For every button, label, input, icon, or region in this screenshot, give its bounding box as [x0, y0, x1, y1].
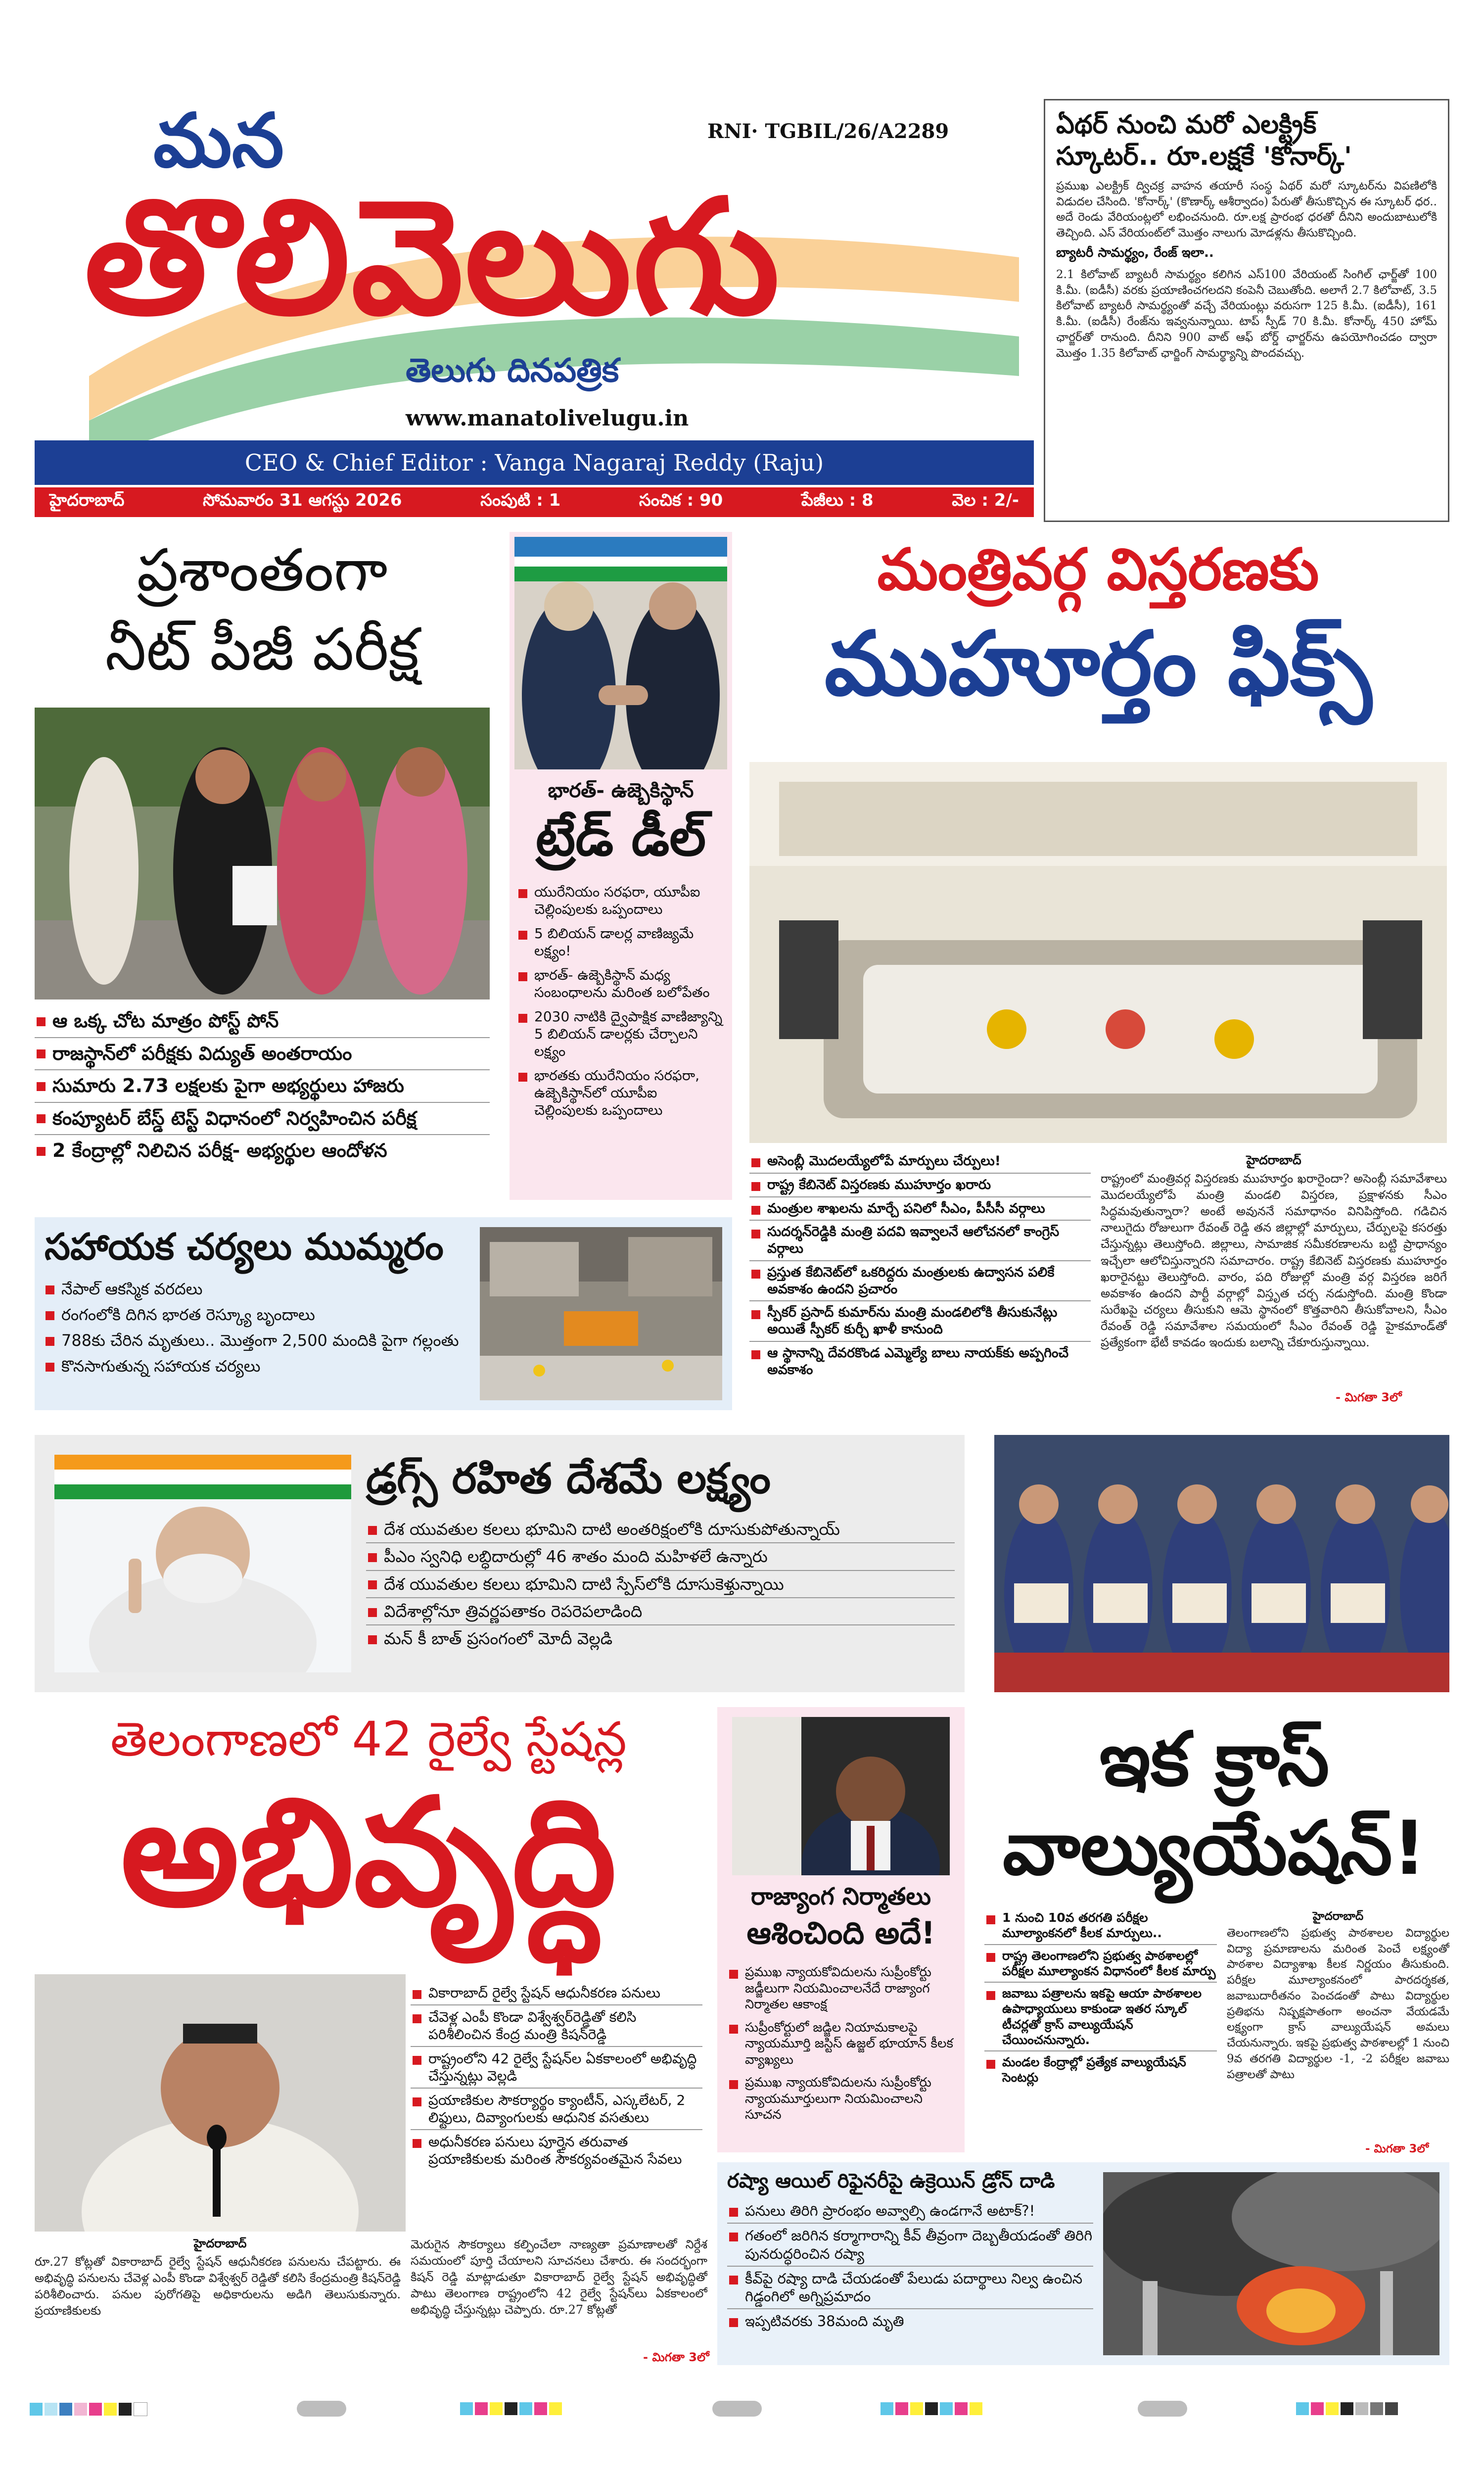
dateline-issue: సంచిక : 90: [639, 490, 723, 510]
grace-bullet: మండల కేంద్రాల్లో ప్రత్యేక వాల్యుయేషన్ సెంటర్లు: [984, 2054, 1217, 2086]
ev-headline-1: ఏథర్ నుంచి మరో ఎలక్ట్రిక్: [1056, 110, 1317, 140]
grace-body-text: తెలంగాణలోని ప్రభుత్వ పాఠశాలల విద్యార్థుల విద్యా ప్రమాణాలను మరింత పెంచే లక్ష్యంతో పాఠశాల విద్యాశాఖ కీలక నిర్ణయం తీసుకుంది. పరీక్షల మూల్యాంకనంలో పారదర్శకత, జవాబుదారీతనం పెంచడంతో పాటు విద్యార్థుల ప్రతిభను నిష్పక్షపాతంగా అంచనా వేయడమే లక్ష్యంగా క్రాస్ వాల్యుయేషన్ అమలు చేయనున్నారు. ఇకపై ప్రభుత్వ పాఠశాలల్లో 1 నుంచి 9వ తరగతి విద్యార్థుల -1, -2 పరీక్షల జవాబు పత్రాలతో పాటు: [1227, 1927, 1449, 2081]
color-bar: [881, 2402, 984, 2415]
cabinet-meeting-photo: [749, 762, 1447, 1143]
dateline-date: సోమవారం 31 ఆగస్టు 2026: [202, 490, 402, 510]
rescue-bullet: కొనసాగుతున్న సహాయక చర్యలు: [44, 1356, 479, 1376]
neet-headline-1: ప్రశాంతంగా: [137, 536, 388, 604]
dateline-pages: పేజీలు : 8: [801, 490, 874, 510]
constitution-headline-1: రాజ్యాంగ నిర్మాతలు: [751, 1883, 931, 1910]
dateline-city: హైదరాబాద్: [49, 490, 125, 510]
grace-bullet: 1 నుంచి 10వ తరగతి పరీక్షల మూల్యాంకనలో కీలక మార్పులు..: [984, 1910, 1217, 1945]
justice-photo: [732, 1717, 950, 1875]
rescue-bullet: రంగంలోకి దిగిన భారత రెస్క్యూ బృందాలు: [44, 1305, 479, 1325]
drugs-bullet: పీఎం స్వనిధి లబ్ధిదారుల్లో 46 శాతం మంది మహిళలే ఉన్నారు: [366, 1546, 955, 1570]
railway-bullets: [411, 1984, 702, 2168]
rescue-box: [35, 1217, 732, 1410]
editor-name: CEO & Chief Editor : Vanga Nagaraj Reddy (Raju): [244, 449, 824, 476]
constitution-bullet: ప్రముఖ న్యాయకోవిదులను సుప్రీంకోర్టు జడ్జీలుగా నియమించాలనేదే రాజ్యాంగ నిర్మాతల ఆకాంక్ష: [727, 1964, 955, 2013]
neet-bullets: [35, 1009, 490, 1163]
rescue-bullet: నేపాల్ ఆకస్మిక వరదలు: [44, 1279, 479, 1299]
cabinet-headline-1: మంత్రివర్గ విస్తరణకు: [877, 536, 1319, 603]
cabinet-bullet: ప్రస్తుత కేబినెట్‌లో ఒకరిద్దరు మంత్రులకు ఉద్వాసన పలికే అవకాశం ఉందని ప్రచారం: [749, 1264, 1091, 1302]
students-photo: [994, 1435, 1449, 1692]
trade-bullet: యురేనియం సరఫరా, యూపీఐ చెల్లింపులకు ఒప్పందాలు: [516, 883, 724, 918]
railway-bullet: ప్రయాణికుల సౌకర్యార్థం క్యాంటీన్, ఎస్కలేటర్, 2 లిఫ్టులు, దివ్యాంగులకు ఆధునిక వసతులు: [411, 2092, 702, 2130]
crosshair-icon: [712, 2401, 762, 2417]
trade-bullet: భారత్- ఉజ్బెకిస్థాన్ మధ్య సంబంధాలను మరింత బలోపేతం: [516, 966, 724, 1001]
russia-headline: రష్యా ఆయిల్ రిఫైనరీపై ఉక్రెయిన్ డ్రోన్ దాడి: [727, 2170, 1055, 2192]
masthead-title: తొలివెలుగు: [84, 166, 781, 350]
railway-headline-2: అభివృద్ధి: [120, 1766, 617, 1939]
trade-bullet: 5 బిలియన్ డాలర్ల వాణిజ్యమే లక్ష్యం!: [516, 925, 724, 959]
grace-headline-1: ఇక క్రాస్: [1099, 1716, 1330, 1803]
neet-bullet: కంప్యూటర్ బేస్డ్ టెస్ట్ విధానంలో నిర్వహించిన పరీక్ష: [35, 1107, 490, 1136]
drugs-box: [35, 1435, 965, 1692]
grace-bullet: జవాబు పత్రాలను ఇకపై ఆయా పాఠశాలల ఉపాధ్యాయులు కాకుండా ఇతర స్కూల్ టీచర్లతో క్రాస్ వాల్యుయేషన్ చేయించనున్నారు.: [984, 1986, 1217, 2051]
trade-bullet: భారతకు యురేనియం సరఫరా, ఉజ్బెకిస్థాన్‌లో యూపీఐ చెల్లింపులకు ఒప్పందాలు: [516, 1067, 724, 1119]
trade-deal-box: [510, 532, 732, 1200]
grace-bullet: రాష్ట్ర తెలంగాణలోని ప్రభుత్వ పాఠశాలల్లో పరీక్షల మూల్యాంకన విధానంలో కీలక మార్పు: [984, 1948, 1217, 1983]
constitution-bullet: ప్రముఖ న్యాయకోవిదులను సుప్రీంకోర్టు న్యాయమూర్తులుగా నియమించాలని సూచన: [727, 2075, 955, 2123]
drugs-bullets: [366, 1519, 955, 1649]
trade-bullets: [516, 883, 724, 1119]
trade-headline: ట్రేడ్ డీల్: [535, 807, 706, 867]
ev-para-1: ప్రముఖ ఎలక్ట్రిక్ ద్విచక్ర వాహన తయారీ సంస్థ ఏథర్ మరో స్కూటర్‌ను విపణిలోకి విడుదల చేసింది. 'కోనార్క్' (కొణార్క్ ఆశీర్వాదం) పేరుతో తీసుకొచ్చిన ఈ స్కూటర్ ధర.. అదే రెండు వేరియంట్లలో లభించనుంది. రూ.లక్ష ప్రారంభ ధరతో దీనిని అందుబాటులోకి తెచ్చింది. ఎస్ వేరియంట్‌లో మొత్తం నాలుగు మోడళ్లను తీసుకొచ్చింది.: [1056, 179, 1437, 240]
color-bar: [460, 2402, 564, 2415]
railway-body-2: మెరుగైన సౌకర్యాలు కల్పించేలా నాణ్యతా ప్రమాణాలతో నిర్దేశ సమయంలో పూర్తి చేయాలని సూచనలు చేశారు. ఈ సందర్భంగా కిషన్ రెడ్డి మాట్లాడుతూ వికారాబాద్ రైల్వే స్టేషన్ అభివృద్ధితో పాటు తెలంగాణ రాష్ట్రంలోని 42 రైల్వే స్టేషన్‌లు ఏకకాలంలో అభివృద్ధి చేస్తున్నట్లు చెప్పారు. రూ.27 కోట్లతో: [411, 2237, 707, 2317]
crosshair-icon: [297, 2401, 346, 2417]
grace-body: [1227, 1910, 1449, 2147]
masthead-tagline: తెలుగు దినపత్రిక: [406, 351, 619, 389]
neet-photo: [35, 708, 490, 999]
cabinet-jump: - మిగతా 3లో: [1336, 1390, 1402, 1404]
railway-bullet: రాష్ట్రంలోని 42 రైల్వే స్టేషన్‌ల ఏకకాలంలో అభివృద్ధి చేస్తున్నట్లు వెల్లడి: [411, 2050, 702, 2089]
ev-para-2: 2.1 కిలోవాట్ బ్యాటరీ సామర్థ్యం కలిగిన ఎస్100 వేరియంట్ సింగిల్ ఛార్జ్‌తో 100 కి.మీ. (ఐడీసీ) వరకు ప్రయాణించగలదని కంపెనీ చెబుతోంది. అలాగే 2.7 కిలోవాట్, 3.5 కిలోవాట్ బ్యాటరీ సామర్థ్యంతో వచ్చే వేరియంట్లు వరుసగా 125 కి.మీ. (ఐడీసీ), 161 కి.మీ. (ఐడీసీ) రేంజ్‌ను ఇవ్వనున్నాయి. టాప్ స్పీడ్ 70 కి.మీ. కోనార్క్ 450 హోమ్ ఛార్జర్‌తో రానుంది. దీనిని 900 వాట్ ఆఫ్ బోర్డ్ ఛార్జర్‌ను ఉపయోగించడం ద్వారా మొత్తం 1.35 కిలోవాట్ ఛార్జింగ్ సామర్థ్యాన్ని పొందవచ్చు.: [1056, 268, 1437, 360]
cabinet-bullet: స్పీకర్ ప్రసాద్ కుమార్‌ను మంత్రి మండలిలోకి తీసుకునేట్లు అయితే స్పీకర్ కుర్చీ ఖాళీ కానుంది: [749, 1304, 1091, 1342]
trade-kicker: భారత్- ఉజ్బెకిస్థాన్: [548, 779, 694, 802]
drugs-bullet: దేశ యువతుల కలలు భూమిని దాటి అంతరిక్షంలోకి దూసుకుపోతున్నాయ్: [366, 1519, 955, 1543]
cabinet-dateline: హైదరాబాద్: [1246, 1153, 1301, 1167]
website-url[interactable]: www.manatolivelugu.in: [406, 406, 689, 431]
grace-bullets: [984, 1910, 1217, 2086]
cabinet-bullets: [749, 1153, 1091, 1378]
constitution-bullet: సుప్రీంకోర్టులో జడ్జిల నియామకాలపై న్యాయమూర్తి జస్టిస్ ఉజ్జల్ భూయాన్ కీలక వ్యాఖ్యలు: [727, 2020, 955, 2068]
ev-subhead: బ్యాటరీ సామర్థ్యం, రేంజ్ ఇలా..: [1056, 245, 1214, 260]
cabinet-bullet: రాష్ట్ర కేబినెట్ విస్తరణకు ముహూర్తం ఖరారు: [749, 1177, 1091, 1197]
editor-bar: [35, 440, 1034, 485]
drugs-bullet: విదేశాల్లోనూ త్రివర్ణపతాకం రెపరెపలాడింది: [366, 1601, 955, 1625]
dateline-volume: సంపుటి : 1: [480, 490, 561, 510]
drugs-headline: డ్రగ్స్ రహిత దేశమే లక్ష్యం: [366, 1454, 771, 1503]
railway-body-1: రూ.27 కోట్లతో వికారాబాద్ రైల్వే స్టేషన్ ఆధునీకరణ పనులను చేపట్టారు. ఈ అభివృద్ధి పనులను చేవెళ్ల ఎంపీ కొండా విశ్వేశ్వర్ రెడ్డితో కలిసి కేంద్రమంత్రి కిషన్‌రెడ్డి పరిశీలించారు. పనుల పురోగతిపై అధికారులను అడిగి తెలుసుకున్నారు. ప్రయాణికులకు: [35, 2255, 401, 2318]
trade-bullet: 2030 నాటికి ద్వైపాక్షిక వాణిజ్యాన్ని 5 బిలియన్ డాలర్లకు చేర్చాలని లక్ష్యం: [516, 1008, 724, 1060]
dateline-bar: [35, 487, 1034, 517]
neet-bullet: 2 కేంద్రాల్లో నిలిచిన పరీక్ష- అభ్యర్థుల ఆందోళన: [35, 1139, 490, 1163]
railway-headline-1: తెలంగాణలో 42 రైల్వే స్టేషన్ల: [110, 1712, 627, 1767]
drugs-bullet: మన్ కీ బాత్ ప్రసంగంలో మోదీ వెల్లడి: [366, 1628, 955, 1649]
rni-number: RNI· TGBIL/26/A2289: [707, 120, 949, 143]
grace-dateline: హైదరాబాద్: [1312, 1910, 1364, 1923]
neet-bullet: రాజస్థాన్‌లో పరీక్షకు విద్యుత్ అంతరాయం: [35, 1042, 490, 1071]
grace-jump: - మిగతా 3లో: [1365, 2142, 1429, 2155]
rescue-bullets: [44, 1279, 479, 1376]
railway-jump: - మిగతా 3లో: [643, 2350, 709, 2364]
dateline-price: వెల : 2/-: [952, 490, 1019, 510]
masthead-prefix: మన: [153, 98, 284, 184]
color-bar: [30, 2402, 149, 2416]
cabinet-body-text: రాష్ట్రంలో మంత్రివర్గ విస్తరణకు ముహూర్తం ఖరారైందా? అసెంబ్లీ సమావేశాలు మొదలయ్యేలోపే మంత్రి మండలి విస్తరణ, ప్రక్షాళనకు సీఎం సిద్ధమవుతున్నారా? అంటే అవుననే సమాధానం వినిపిస్తోంది. గడిచిన నాలుగైదు రోజులుగా రేవంత్ రెడ్డి తన జిల్లాల్లో మార్పులు, చేర్పులపై కసరత్తు చేస్తున్నట్లు తెలుస్తోంది. జిల్లాలు, సామాజిక సమీకరణాలను బట్టి ప్రాధాన్యం ఇచ్చేలా ఆలోచిస్తున్నారని సమాచారం. రాష్ట్ర కేబినెట్ విస్తరణకు ముహూర్తం ఖరారైనట్టు తెలుస్తోంది. వారం, పది రోజుల్లో మంత్రి వర్గ విస్తరణ జరిగే అవకాశం ఉందని పార్టీ వర్గాల్లో విస్తృత చర్చ నడుస్తోంది. మంత్రి కొండా సురేఖపై చర్యలు తీసుకుని ఆమె స్థానంలో కొత్తవారిని తీసుకోవాలని, సీఎం రేవంత్ రెడ్డి సమావేశాల సమయంలో సీఎం రేవంత్ రెడ్డి హైకమాండ్‌తో ప్రత్యేకంగా భేటీ కావడం ఇందుకు బలాన్ని చేకూరుస్తున్నాయి.: [1101, 1172, 1447, 1350]
cabinet-bullet: సుదర్శన్‌రెడ్డికి మంత్రి పదవి ఇవ్వాలనే ఆలోచనలో కాంగ్రెస్ వర్గాలు: [749, 1224, 1091, 1261]
neet-bullet: ఆ ఒక్క చోట మాత్రం పోస్ట్ పోన్: [35, 1009, 490, 1038]
cabinet-bullet: అసెంబ్లీ మొదలయ్యేలోపే మార్పులు చేర్పులు!: [749, 1153, 1091, 1174]
constitution-headline-2: ఆశించింది అదే!: [746, 1915, 935, 1951]
russia-box: [717, 2162, 1449, 2365]
cabinet-bullet: మంత్రుల శాఖలను మార్చే పనిలో సీఎం, పీసీసీ వర్గాలు: [749, 1200, 1091, 1221]
ev-story-box: [1044, 99, 1449, 522]
rescue-photo: [480, 1227, 722, 1400]
russia-bullet: ఇప్పటివరకు 38మంది మృతి: [727, 2312, 1093, 2330]
grace-headline-2: వాల్యుయేషన్!: [1002, 1806, 1427, 1892]
refinery-fire-photo: [1103, 2172, 1439, 2355]
kishan-reddy-photo: [35, 1974, 406, 2232]
russia-bullets: [727, 2202, 1093, 2331]
russia-bullet: పనులు తిరిగి ప్రారంభం అవ్వాల్సి ఉండగానే అటాక్?!: [727, 2202, 1093, 2224]
rescue-bullet: 788కు చేరిన మృతులు.. మొత్తంగా 2,500 మందికి పైగా గల్లంతు: [44, 1331, 479, 1350]
crosshair-icon: [1138, 2401, 1187, 2417]
constitution-box: [717, 1707, 965, 2152]
railway-bullet: అధునీకరణ పనులు పూర్తైన తరువాత ప్రయాణికులకు మరింత సౌకర్యవంతమైన సేవలు: [411, 2133, 702, 2168]
cabinet-headline-2: ముహూర్తం ఫిక్స్: [824, 613, 1372, 715]
rescue-headline: సహాయక చర్యలు ముమ్మరం: [45, 1226, 444, 1268]
russia-bullet: కీవ్‌పై రష్యా దాడి చేయడంతో పేలుడు పదార్థాలు నిల్వ ఉంచిన గిడ్డంగిలో అగ్నిప్రమాదం: [727, 2270, 1093, 2310]
constitution-bullets: [727, 1964, 955, 2123]
print-strip: [30, 2395, 1454, 2425]
russia-bullet: గతంలో జరిగిన కర్మాగారాన్ని కీవ్ తీవ్రంగా దెబ్బతీయడంతో తిరిగి పునరుద్ధరించిన రష్యా: [727, 2227, 1093, 2267]
cabinet-bullet: ఆ స్థానాన్ని దేవరకొండ ఎమ్మెల్యే బాలు నాయక్‌కు అప్పగించే అవకాశం: [749, 1345, 1091, 1379]
neet-bullet: సుమారు 2.73 లక్షలకు పైగా అభ్యర్థులు హాజరు: [35, 1074, 490, 1103]
railway-bullet: చేవెళ్ల ఎంపీ కొండా విశ్వేశ్వర్‌రెడ్డితో కలిసి పరిశీలించిన కేంద్ర మంత్రి కిషన్‌రెడ్డి: [411, 2008, 702, 2047]
drugs-bullet: దేశ యువతుల కలలు భూమిని దాటి స్పేస్‌లోకి దూసుకెళ్తున్నాయి: [366, 1574, 955, 1598]
cabinet-body: [1101, 1153, 1447, 1405]
ev-headline-2: స్కూటర్.. రూ.లక్షకే 'కోనార్క్': [1056, 142, 1352, 172]
railway-dateline: హైదరాబాద్: [193, 2236, 247, 2250]
pm-photo: [54, 1455, 351, 1672]
color-bar: [1296, 2402, 1400, 2415]
trade-photo: [514, 537, 727, 769]
neet-headline-2: నీట్ పీజీ పరీక్ష: [105, 615, 419, 683]
railway-bullet: వికారాబాద్ రైల్వే స్టేషన్ ఆధునీకరణ పనులు: [411, 1984, 702, 2005]
